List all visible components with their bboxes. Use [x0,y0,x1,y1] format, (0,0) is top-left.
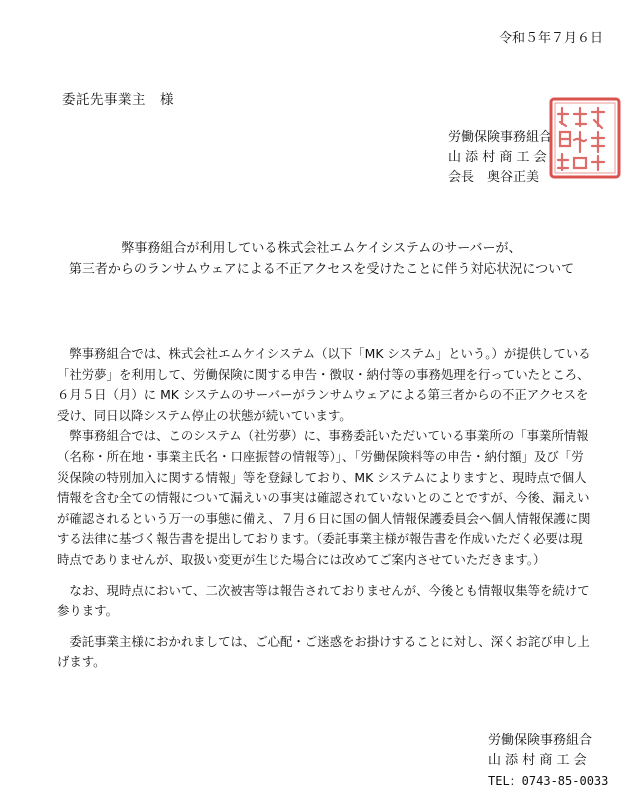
subject-line: 第三者からのランサムウェアによる不正アクセスを受けたことに伴う対応状況について [68,262,575,277]
subject-line: 弊事務組合が利用している株式会社エムケイシステムのサーバーが、 [121,241,522,256]
body-line: 災保険の特別加入に関する情報」等を登録しており、MK システムによりますと、現時点で個人 [57,469,587,485]
body-line: 受け、同日以降システム停止の状態が続いています。 [57,407,352,423]
footer-organization: 労働保険事務組合 [488,733,593,748]
seal-icon [548,96,622,180]
body-line: 弊事務組合では、株式会社エムケイシステム（以下「MK システム」という。）が提供している [57,346,591,361]
body-line: 時点でありませんが、取扱い変更が生じた場合には改めてご案内させていただきます。） [57,551,546,567]
body-line: 弊事務組合では、このシステム（社労夢）に、事務委託いただいている事業所の「事業所情報 [57,428,589,444]
body-line: する法律に基づく報告書を提出しております。（委託事業主様が報告書を作成いただく必要は現 [57,531,583,547]
body-line: なお、現時点において、二次被害等は報告されておりませんが、今後とも情報収集等を続けて [57,582,590,598]
document-subject [0,238,643,280]
footer-sender [488,731,608,791]
official-seal-stamp [548,96,622,180]
footer-association: 山 添 村 商 工 会 [488,753,587,768]
addressee: 委託先事業主 様 [62,92,174,108]
document-date: 令和５年７月６日 [498,31,603,46]
body-line: げます。 [57,654,106,670]
paragraph [57,344,607,571]
document-body [57,344,607,673]
body-line: （名称・所在地・事業主氏名・口座振替の情報等）」、「労働保険料等の申告・納付額」及び「労 [57,448,584,464]
footer-telephone: TEL：0743-85-0033 [488,774,609,788]
paragraph [57,632,607,673]
sender-chair: 会長 奥谷正美 [448,170,540,185]
body-line: ６月５日（月）に MK システムのサーバーがランサムウェアによる第三者からの不正アクセスを [57,387,589,403]
sender-block [448,128,552,188]
body-line: 「社労夢」を利用して、労働保険に関する申告・徴収・納付等の事務処理を行っていたところ、 [57,366,590,382]
body-line: 情報を含む全ての情報について漏えいの事実は確認されていないとのことですが、今後、漏えい [57,490,590,506]
sender-organization: 労働保険事務組合 [448,130,553,145]
body-line: 委託事業主様におかれましては、ご心配・ご迷惑をお掛けすることに対し、深くお詫び申し上 [57,633,590,649]
sender-association: 山 添 村 商 工 会 [448,150,547,165]
body-line: が確認されるという万一の事態に備え、７月６日に国の個人情報保護委員会へ個人情報保護に関 [57,510,591,526]
paragraph [57,581,607,622]
body-line: 参ります。 [57,603,118,619]
